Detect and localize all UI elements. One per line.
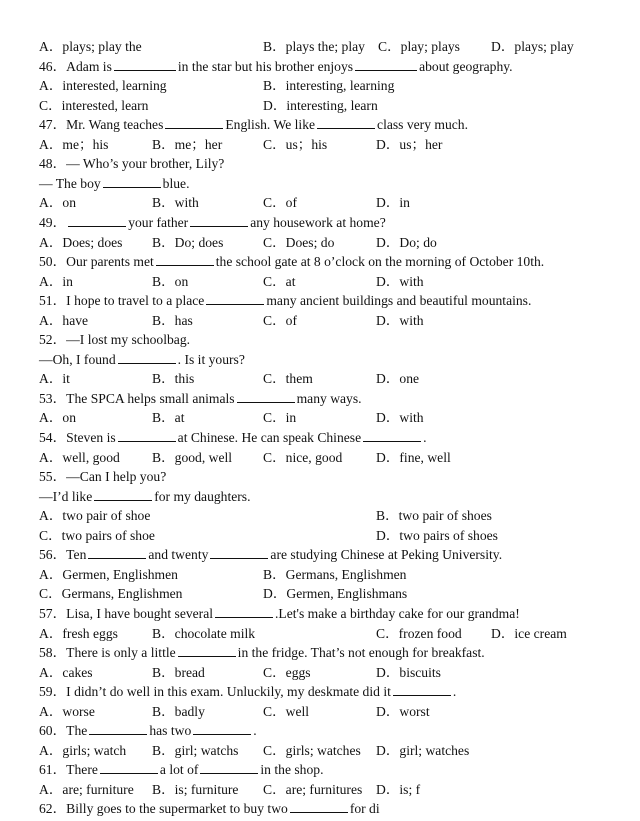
- answer-option: A．cakes: [39, 664, 93, 680]
- answer-option: B．Do; does: [152, 234, 224, 250]
- answer-blank[interactable]: [206, 291, 264, 305]
- answer-option: B．is; furniture: [152, 781, 239, 797]
- answer-option: B．at: [152, 410, 185, 426]
- answer-option: B．good, well: [152, 449, 233, 465]
- text-line: [39, 604, 520, 623]
- question-text: — The boy: [39, 175, 101, 191]
- text-line: [39, 682, 456, 701]
- answer-option: C．play; plays: [378, 39, 460, 54]
- question-text: 52．—I lost my schoolbag.: [39, 332, 191, 348]
- text-line: [39, 545, 502, 564]
- answer-blank[interactable]: [178, 643, 236, 657]
- answer-option: A．girls; watch: [39, 742, 127, 758]
- answer-option: A．have: [39, 312, 89, 328]
- question-text: .Let's make a birthday cake for our grandma!: [275, 605, 520, 621]
- answer-option: B．badly: [152, 703, 205, 719]
- answer-blank[interactable]: [363, 428, 421, 442]
- question-text: 61．There: [39, 762, 98, 778]
- question-text: .: [253, 723, 257, 739]
- answer-option: C．frozen food: [376, 625, 462, 641]
- text-line: [39, 760, 323, 779]
- answer-option: D．two pairs of shoes: [376, 527, 498, 543]
- answer-blank[interactable]: [210, 545, 268, 559]
- answer-option: C．girls; watches: [263, 742, 361, 758]
- question-text: has two: [149, 723, 192, 739]
- answer-option: D．Do; do: [376, 234, 437, 250]
- text-line: [39, 389, 362, 408]
- text-line: [39, 115, 468, 134]
- answer-option: C．are; furnitures: [263, 781, 363, 797]
- answer-option: C．in: [263, 410, 297, 426]
- question-text: 46．Adam is: [39, 58, 112, 74]
- answer-blank[interactable]: [237, 389, 295, 403]
- answer-option: D．ice cream: [491, 625, 567, 641]
- answer-option: C．Does; do: [263, 234, 335, 250]
- question-text: 59．I didn’t do well in this exam. Unluckily, my deskmate did it: [39, 684, 391, 700]
- image-corner-fade: [420, 770, 640, 821]
- question-text: 51．I hope to travel to a place: [39, 293, 205, 309]
- answer-option: A．two pair of shoe: [39, 508, 151, 524]
- answer-option: A．interested, learning: [39, 78, 167, 94]
- answer-option: D．with: [376, 410, 424, 426]
- answer-option: D．girl; watches: [376, 742, 470, 758]
- answer-option: A．worse: [39, 703, 95, 719]
- answer-option: D．us；her: [376, 136, 443, 152]
- text-line: [39, 799, 380, 818]
- text-line: [39, 330, 190, 349]
- answer-option: A．it: [39, 371, 70, 387]
- answer-option: C．us；his: [263, 136, 328, 152]
- answer-option: A．on: [39, 410, 77, 426]
- question-text: —I’d like: [39, 488, 93, 504]
- answer-option: A．Germen, Englishmen: [39, 566, 178, 582]
- question-text: 60．The: [39, 723, 88, 739]
- text-line: [39, 252, 544, 271]
- answer-option: A．are; furniture: [39, 781, 134, 797]
- question-text: 58．There is only a little: [39, 645, 176, 661]
- answer-option: B．this: [152, 371, 195, 387]
- answer-option: D．in: [376, 195, 410, 211]
- answer-blank[interactable]: [190, 213, 248, 227]
- answer-blank[interactable]: [200, 760, 258, 774]
- answer-option: C．Germans, Englishmen: [39, 586, 183, 602]
- question-text: any housework at home?: [250, 214, 386, 230]
- answer-option: B．has: [152, 312, 193, 328]
- question-text: for di: [349, 801, 380, 817]
- answer-option: C．them: [263, 371, 313, 387]
- answer-blank[interactable]: [165, 115, 223, 129]
- answer-blank[interactable]: [317, 115, 375, 129]
- answer-blank[interactable]: [68, 213, 126, 227]
- answer-blank[interactable]: [100, 760, 158, 774]
- question-text: 49．: [39, 214, 67, 230]
- question-text: in the shop.: [260, 762, 324, 778]
- text-line: [39, 721, 257, 740]
- answer-option: C．at: [263, 273, 296, 289]
- answer-option: D．worst: [376, 703, 430, 719]
- answer-option: C．of: [263, 312, 297, 328]
- question-text: for my daughters.: [154, 488, 251, 504]
- question-text: .: [452, 684, 457, 700]
- answer-option: C．two pairs of shoe: [39, 527, 155, 543]
- answer-blank[interactable]: [355, 57, 417, 71]
- question-text: 48．— Who’s your brother, Lily?: [39, 156, 225, 172]
- answer-blank[interactable]: [393, 682, 451, 696]
- answer-option: A．me；his: [39, 136, 109, 152]
- answer-blank[interactable]: [118, 428, 176, 442]
- question-text: your father: [128, 214, 189, 230]
- question-text: 56．Ten: [39, 547, 87, 563]
- answer-blank[interactable]: [114, 57, 176, 71]
- answer-blank[interactable]: [193, 721, 251, 735]
- answer-option: D．with: [376, 273, 424, 289]
- question-text: 50．Our parents met: [39, 254, 154, 270]
- question-text: .: [423, 430, 427, 445]
- answer-option: B．Germans, Englishmen: [263, 566, 407, 582]
- answer-option: A．well, good: [39, 449, 120, 465]
- answer-option: B．interesting, learning: [263, 78, 395, 94]
- question-text: and twenty: [148, 547, 209, 563]
- text-line: [39, 291, 531, 310]
- text-line: [39, 57, 513, 76]
- answer-option: D．is; f: [376, 781, 421, 797]
- answer-blank[interactable]: [89, 721, 147, 735]
- question-text: 47．Mr. Wang teaches: [39, 117, 164, 133]
- answer-option: B．me；her: [152, 136, 223, 152]
- question-text: English. We like: [225, 117, 316, 133]
- answer-blank[interactable]: [156, 252, 214, 266]
- question-text: blue.: [162, 175, 190, 191]
- answer-option: D．with: [376, 312, 424, 328]
- answer-option: D．one: [376, 371, 420, 387]
- answer-blank[interactable]: [88, 545, 146, 559]
- question-text: 55．—Can I help you?: [39, 469, 167, 485]
- text-line: [39, 350, 245, 369]
- answer-blank[interactable]: [290, 799, 348, 813]
- answer-option: B．on: [152, 273, 189, 289]
- answer-option: B．girl; watchs: [152, 742, 239, 758]
- answer-option: D．interesting, learn: [263, 97, 378, 113]
- question-text: 62．Billy goes to the supermarket to buy two: [39, 801, 288, 817]
- text-line: [39, 154, 224, 173]
- answer-option: A．in: [39, 273, 73, 289]
- question-text: class very much.: [377, 117, 469, 133]
- answer-option: D．Germen, Englishmans: [263, 586, 408, 602]
- answer-option: B．bread: [152, 664, 205, 680]
- question-text: 53．The SPCA helps small animals: [39, 390, 235, 406]
- question-text: a lot of: [159, 762, 199, 778]
- answer-option: B．two pair of shoes: [376, 508, 492, 524]
- answer-option: B．chocolate milk: [152, 625, 256, 641]
- answer-blank[interactable]: [118, 350, 176, 364]
- question-text: 54．Steven is: [39, 430, 116, 445]
- answer-blank[interactable]: [103, 174, 161, 188]
- question-text: at Chinese. He can speak Chinese: [177, 430, 362, 445]
- answer-option: C．eggs: [263, 664, 311, 680]
- answer-option: A．on: [39, 195, 77, 211]
- answer-option: D．biscuits: [376, 664, 441, 680]
- answer-option: C．nice, good: [263, 449, 343, 465]
- question-text: . Is it yours?: [177, 351, 245, 367]
- answer-option: B．plays the; play: [263, 39, 365, 54]
- answer-option: B．with: [152, 195, 199, 211]
- answer-blank[interactable]: [94, 487, 152, 501]
- answer-option: C．well: [263, 703, 310, 719]
- text-line: [39, 428, 427, 447]
- question-text: in the fridge. That’s not enough for breakfast.: [237, 645, 485, 661]
- question-text: are studying Chinese at Peking University.: [270, 547, 503, 563]
- answer-option: A．fresh eggs: [39, 625, 118, 641]
- answer-option: C．of: [263, 195, 297, 211]
- text-line: [39, 467, 166, 486]
- question-text: 57．Lisa, I have bought several: [39, 605, 214, 621]
- answer-blank[interactable]: [215, 604, 273, 618]
- text-line: [39, 487, 251, 506]
- answer-option: A．plays; play the: [39, 39, 142, 54]
- answer-option: C．interested, learn: [39, 97, 149, 113]
- answer-option: A．Does; does: [39, 234, 123, 250]
- text-line: [39, 213, 386, 232]
- question-text: —Oh, I found: [39, 351, 116, 367]
- text-line: [39, 643, 485, 662]
- answer-option: D．fine, well: [376, 449, 451, 465]
- question-text: many ways.: [296, 390, 362, 406]
- answer-option: D．plays; play: [491, 39, 574, 54]
- question-text: the school gate at 8 o’clock on the morning of October 10th.: [215, 254, 545, 270]
- question-text: in the star but his brother enjoys: [177, 58, 354, 74]
- question-text: many ancient buildings and beautiful mountains.: [266, 293, 532, 309]
- text-line: [39, 174, 189, 193]
- question-text: about geography.: [419, 58, 513, 74]
